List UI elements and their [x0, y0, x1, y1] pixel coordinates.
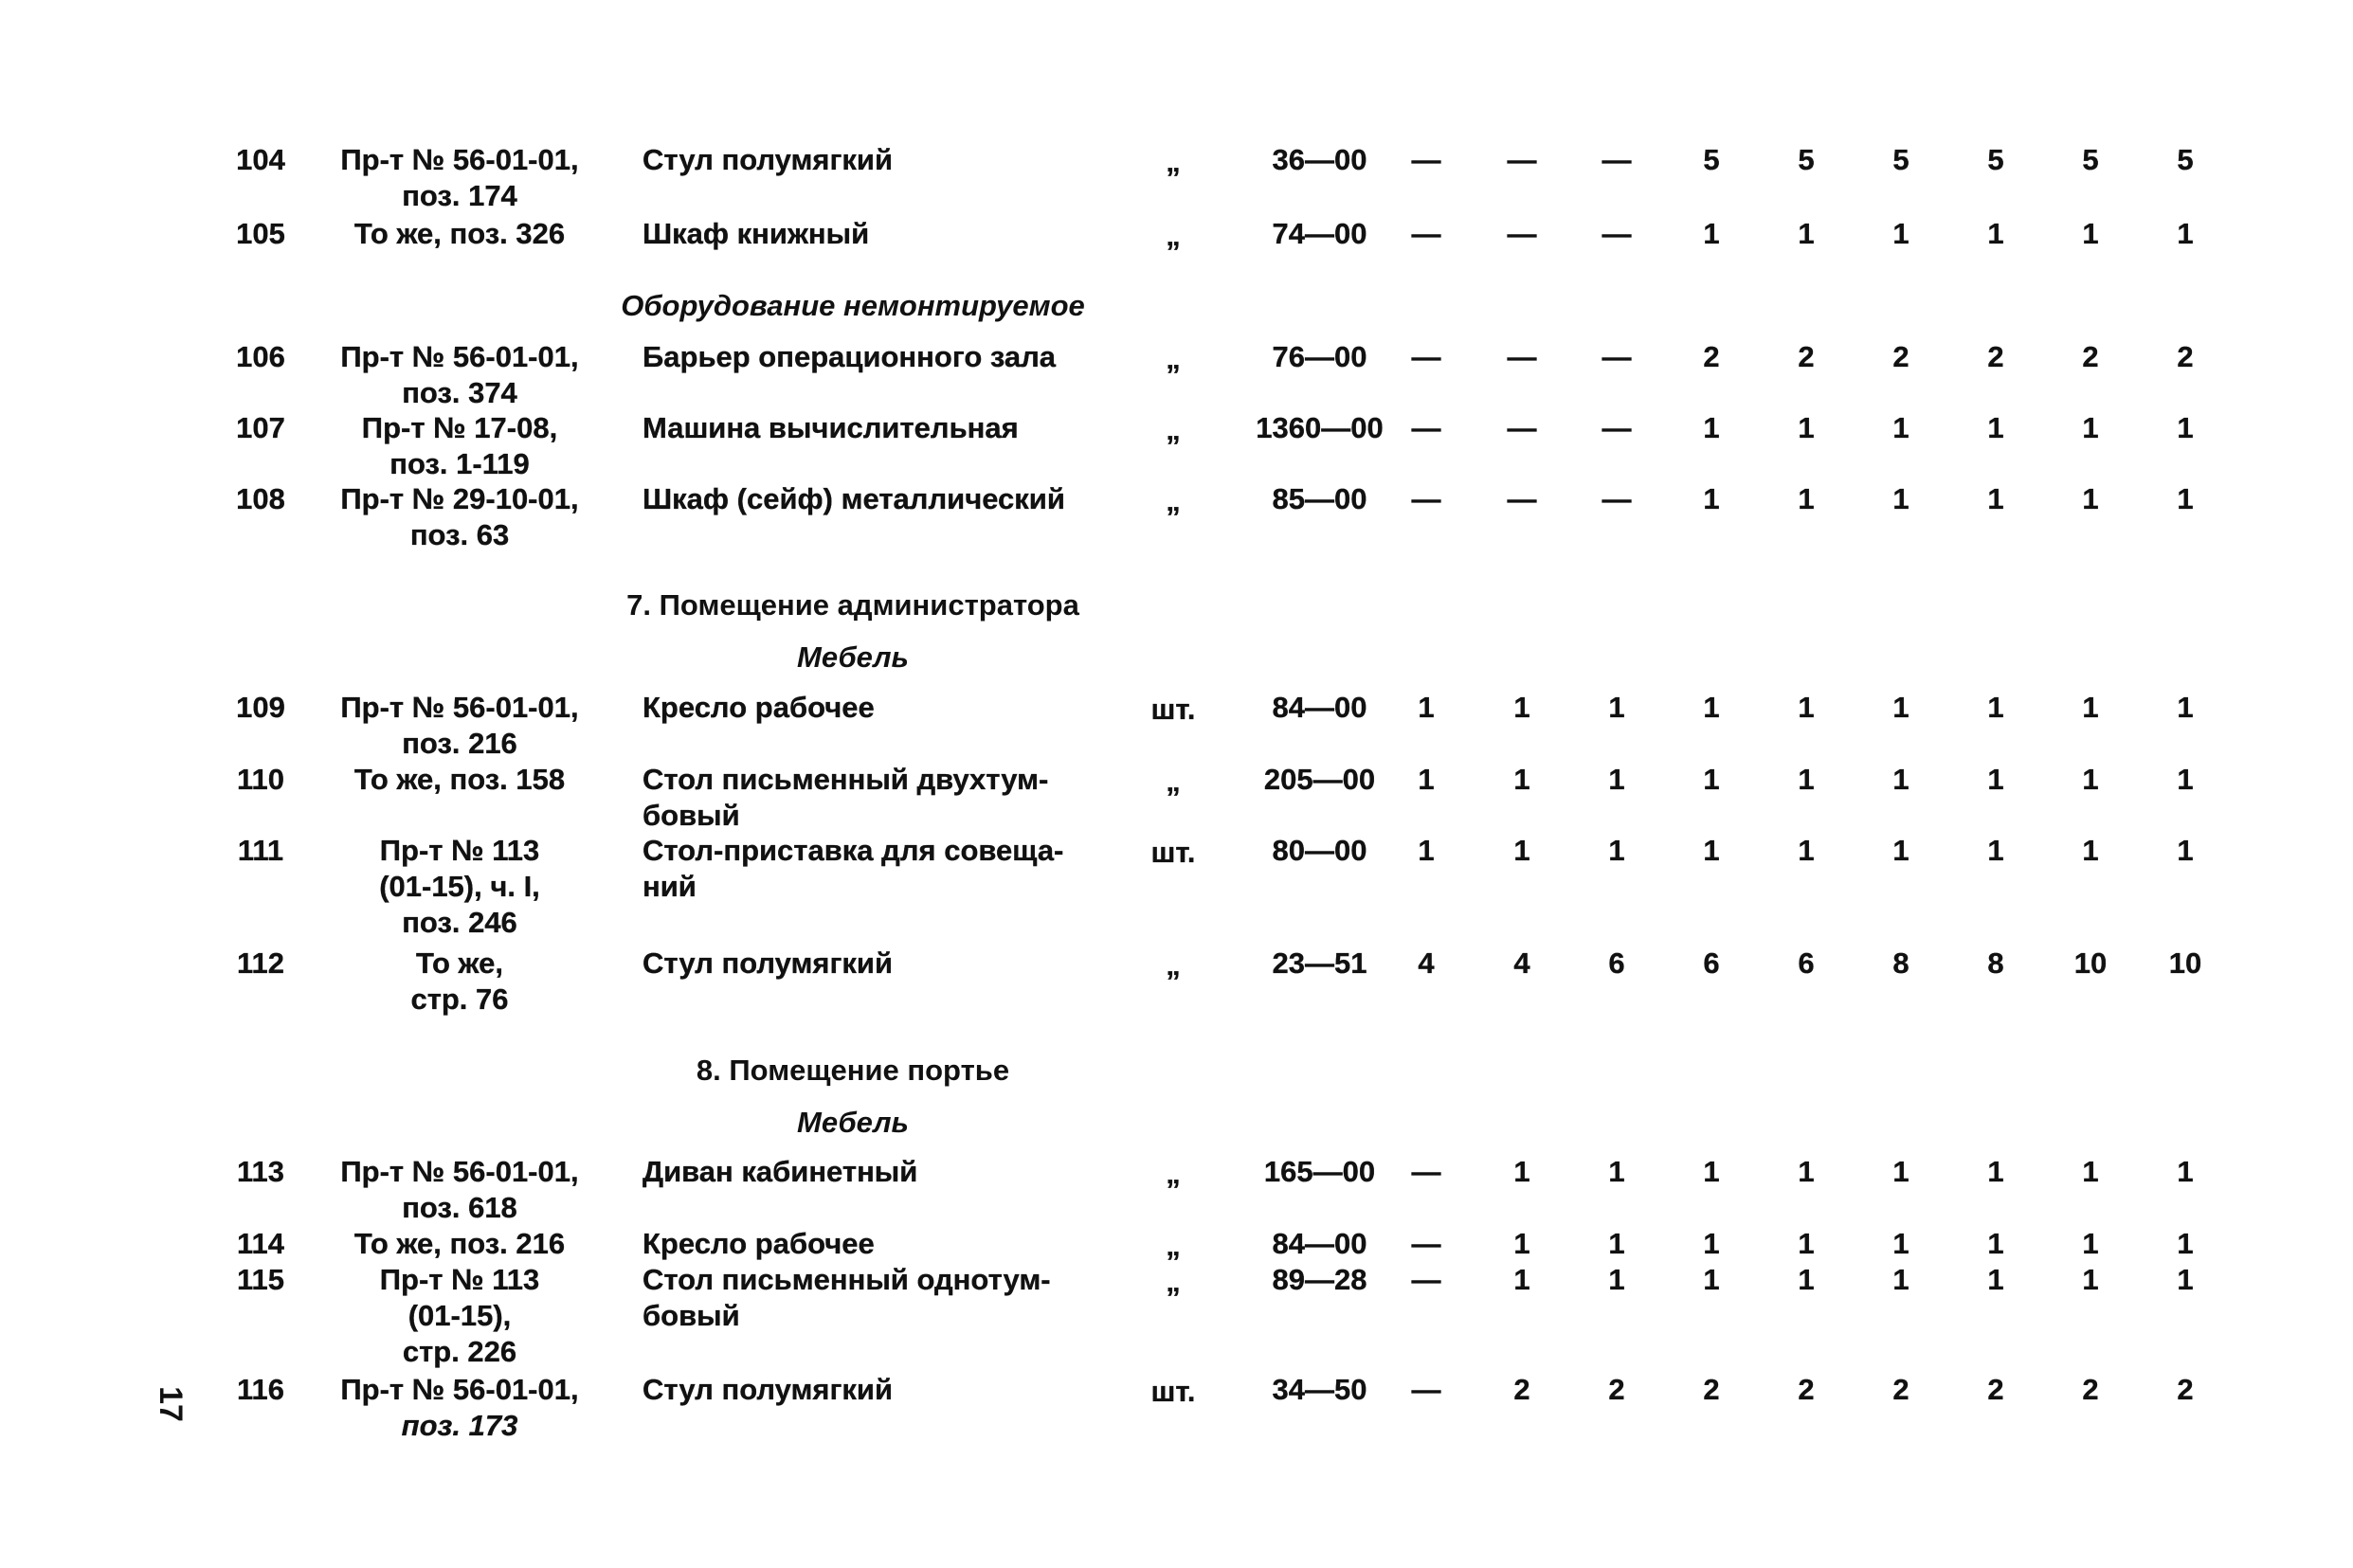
quantity-cell: 1: [1513, 1155, 1530, 1188]
quantity-cell: 1: [1987, 1263, 2004, 1296]
source-reference: Пр-т № 56-01-01,: [340, 691, 579, 724]
quantity-cell: 5: [2177, 143, 2194, 176]
quantity-cell: 1: [1608, 1263, 1625, 1296]
quantity-cell: 1: [2177, 482, 2194, 515]
quantity-cell: 1: [1703, 411, 1720, 444]
quantity-cell: 1: [1892, 1227, 1910, 1260]
item-name: Кресло рабочее: [643, 1227, 875, 1260]
quantity-cell: 6: [1798, 946, 1815, 980]
row-number: 115: [236, 1263, 284, 1296]
quantity-cell: 1: [1798, 1263, 1815, 1296]
quantity-cell: 1: [1703, 217, 1720, 250]
quantity-cell: —: [1411, 143, 1441, 176]
item-name: Шкаф (сейф) металлический: [643, 482, 1065, 515]
quantity-cell: 1: [1798, 1155, 1815, 1188]
quantity-cell: 1: [1892, 482, 1910, 515]
quantity-cell: 1: [1987, 482, 2004, 515]
quantity-cell: 1: [1418, 834, 1435, 867]
quantity-cell: 6: [1608, 946, 1625, 980]
quantity-cell: 1: [1798, 1227, 1815, 1260]
row-number: 107: [236, 411, 285, 444]
unit-price: 84—00: [1272, 1227, 1367, 1260]
quantity-cell: 1: [1608, 1155, 1625, 1188]
quantity-cell: 1: [1418, 763, 1435, 796]
row-number: 112: [236, 946, 284, 980]
item-name: Барьер операционного зала: [643, 340, 1057, 373]
row-number: 111: [237, 834, 284, 867]
quantity-cell: 8: [1892, 946, 1910, 980]
quantity-cell: 2: [1608, 1373, 1625, 1406]
source-reference: Пр-т № 113: [379, 834, 540, 867]
row-number: 108: [236, 482, 285, 515]
quantity-cell: 5: [1892, 143, 1910, 176]
quantity-cell: 5: [2082, 143, 2099, 176]
item-name: бовый: [643, 799, 740, 832]
item-name: бовый: [643, 1299, 740, 1332]
subsection-heading: Оборудование немонтируемое: [621, 289, 1085, 322]
source-reference: Пр-т № 113: [379, 1263, 540, 1296]
source-reference: Пр-т № 56-01-01,: [340, 143, 579, 176]
quantity-cell: 1: [2082, 482, 2099, 515]
quantity-cell: 1: [1513, 691, 1530, 724]
unit-price: 1360—00: [1256, 411, 1384, 444]
quantity-cell: 2: [1513, 1373, 1530, 1406]
quantity-cell: —: [1411, 482, 1441, 515]
quantity-cell: 1: [1892, 763, 1910, 796]
quantity-cell: 1: [1798, 217, 1815, 250]
item-name: Шкаф книжный: [643, 217, 870, 250]
quantity-cell: 1: [1703, 1227, 1720, 1260]
unit-price: 23—51: [1272, 946, 1367, 980]
item-name: ний: [643, 870, 697, 903]
unit-price: 36—00: [1272, 143, 1367, 176]
row-number: 116: [236, 1373, 284, 1406]
unit-of-measure: „: [1166, 484, 1181, 517]
row-number: 109: [236, 691, 285, 724]
quantity-cell: 1: [1987, 1227, 2004, 1260]
quantity-cell: 1: [1798, 482, 1815, 515]
quantity-cell: —: [1411, 1263, 1441, 1296]
quantity-cell: —: [1602, 143, 1632, 176]
quantity-cell: —: [1602, 340, 1632, 373]
unit-of-measure: „: [1166, 948, 1181, 982]
row-number: 106: [236, 340, 285, 373]
quantity-cell: 1: [2082, 1227, 2099, 1260]
quantity-cell: 5: [1703, 143, 1720, 176]
unit-of-measure: шт.: [1150, 1375, 1196, 1408]
quantity-cell: 1: [1987, 763, 2004, 796]
quantity-cell: —: [1411, 1373, 1441, 1406]
item-name: Стол-приставка для совеща-: [643, 834, 1064, 867]
item-name: Кресло рабочее: [643, 691, 875, 724]
quantity-cell: 1: [1798, 834, 1815, 867]
quantity-cell: 1: [1608, 691, 1625, 724]
quantity-cell: 1: [1703, 763, 1720, 796]
quantity-cell: 1: [2177, 1227, 2194, 1260]
quantity-cell: 2: [1703, 340, 1720, 373]
quantity-cell: —: [1411, 1155, 1441, 1188]
source-reference: поз. 618: [402, 1191, 517, 1224]
quantity-cell: 1: [1608, 834, 1625, 867]
quantity-cell: 1: [1798, 691, 1815, 724]
quantity-cell: 1: [1513, 1227, 1530, 1260]
quantity-cell: 1: [2082, 691, 2099, 724]
quantity-cell: —: [1411, 217, 1441, 250]
quantity-cell: 1: [1892, 1263, 1910, 1296]
quantity-cell: 2: [2177, 1373, 2194, 1406]
quantity-cell: 2: [1798, 340, 1815, 373]
quantity-cell: 10: [2073, 946, 2108, 980]
source-reference: поз. 174: [402, 179, 517, 212]
quantity-cell: 1: [2177, 834, 2194, 867]
unit-price: 165—00: [1263, 1155, 1376, 1188]
source-reference: (01-15),: [407, 1299, 512, 1332]
source-reference: То же, поз. 216: [353, 1227, 566, 1260]
source-reference: Пр-т № 56-01-01,: [340, 1155, 579, 1188]
quantity-cell: 1: [1987, 1155, 2004, 1188]
section-heading: 8. Помещение портье: [696, 1054, 1010, 1087]
quantity-cell: 1: [1798, 763, 1815, 796]
quantity-cell: 1: [1513, 1263, 1530, 1296]
row-number: 104: [236, 143, 285, 176]
source-reference: (01-15), ч. I,: [379, 870, 540, 903]
unit-price: 74—00: [1272, 217, 1367, 250]
unit-of-measure: „: [1166, 219, 1181, 252]
quantity-cell: 1: [2082, 411, 2099, 444]
source-reference: поз. 173: [401, 1409, 518, 1442]
quantity-cell: 1: [1798, 411, 1815, 444]
source-reference: стр. 76: [410, 982, 509, 1016]
quantity-cell: 1: [1608, 763, 1625, 796]
quantity-cell: 1: [1892, 411, 1910, 444]
quantity-cell: —: [1507, 411, 1537, 444]
unit-price: 84—00: [1272, 691, 1367, 724]
unit-of-measure: шт.: [1150, 693, 1196, 726]
quantity-cell: 1: [1987, 217, 2004, 250]
unit-of-measure: „: [1166, 1265, 1181, 1298]
unit-price: 85—00: [1272, 482, 1367, 515]
quantity-cell: —: [1602, 482, 1632, 515]
quantity-cell: 1: [2177, 1155, 2194, 1188]
unit-of-measure: „: [1166, 342, 1181, 375]
quantity-cell: 1: [1513, 834, 1530, 867]
row-number: 110: [236, 763, 284, 796]
quantity-cell: 1: [1703, 482, 1720, 515]
quantity-cell: 1: [2082, 763, 2099, 796]
quantity-cell: —: [1411, 1227, 1441, 1260]
quantity-cell: 1: [1703, 1155, 1720, 1188]
quantity-cell: 1: [1987, 691, 2004, 724]
source-reference: Пр-т № 56-01-01,: [340, 1373, 579, 1406]
source-reference: поз. 246: [402, 906, 517, 939]
unit-of-measure: „: [1166, 1229, 1181, 1262]
source-reference: поз. 216: [402, 727, 517, 760]
quantity-cell: 2: [1798, 1373, 1815, 1406]
source-reference: Пр-т № 17-08,: [361, 411, 558, 444]
quantity-cell: 1: [1892, 691, 1910, 724]
quantity-cell: 1: [1703, 834, 1720, 867]
section-heading: 7. Помещение администратора: [626, 588, 1079, 622]
item-name: Стол письменный двухтум-: [643, 763, 1049, 796]
quantity-cell: 2: [1703, 1373, 1720, 1406]
quantity-cell: 2: [2082, 1373, 2099, 1406]
source-reference: поз. 63: [409, 518, 510, 551]
quantity-cell: —: [1507, 340, 1537, 373]
quantity-cell: 2: [1987, 1373, 2004, 1406]
quantity-cell: 1: [2082, 834, 2099, 867]
unit-price: 205—00: [1263, 763, 1376, 796]
page-number: 17: [153, 1386, 189, 1422]
quantity-cell: 1: [1892, 217, 1910, 250]
subsection-heading: Мебель: [797, 640, 909, 674]
row-number: 114: [236, 1227, 284, 1260]
quantity-cell: 1: [1608, 1227, 1625, 1260]
quantity-cell: 1: [1892, 834, 1910, 867]
quantity-cell: —: [1507, 482, 1537, 515]
quantity-cell: 2: [2177, 340, 2194, 373]
source-reference: То же,: [416, 946, 503, 980]
quantity-cell: —: [1507, 217, 1537, 250]
quantity-cell: 1: [1513, 763, 1530, 796]
unit-price: 34—50: [1272, 1373, 1367, 1406]
source-reference: То же, поз. 158: [353, 763, 566, 796]
quantity-cell: 1: [1987, 411, 2004, 444]
quantity-cell: 1: [2177, 411, 2194, 444]
quantity-cell: 6: [1703, 946, 1720, 980]
item-name: Стул полумягкий: [643, 1373, 894, 1406]
source-reference: стр. 226: [402, 1335, 517, 1368]
unit-price: 76—00: [1272, 340, 1367, 373]
source-reference: Пр-т № 29-10-01,: [340, 482, 579, 515]
quantity-cell: 1: [2082, 217, 2099, 250]
quantity-cell: 1: [2082, 1155, 2099, 1188]
row-number: 113: [236, 1155, 284, 1188]
item-name: Стул полумягкий: [643, 143, 894, 176]
unit-of-measure: шт.: [1150, 836, 1196, 869]
quantity-cell: 2: [1987, 340, 2004, 373]
quantity-cell: 10: [2168, 946, 2202, 980]
quantity-cell: 4: [1513, 946, 1530, 980]
quantity-cell: —: [1411, 411, 1441, 444]
quantity-cell: —: [1507, 143, 1537, 176]
source-reference: То же, поз. 326: [353, 217, 566, 250]
quantity-cell: —: [1411, 340, 1441, 373]
item-name: Диван кабинетный: [643, 1155, 918, 1188]
item-name: Машина вычислительная: [643, 411, 1019, 444]
unit-price: 89—28: [1272, 1263, 1367, 1296]
quantity-cell: 5: [1987, 143, 2004, 176]
quantity-cell: 1: [2177, 1263, 2194, 1296]
quantity-cell: 1: [2177, 691, 2194, 724]
quantity-cell: 1: [2177, 763, 2194, 796]
item-name: Стул полумягкий: [643, 946, 894, 980]
quantity-cell: 1: [1892, 1155, 1910, 1188]
unit-of-measure: „: [1166, 145, 1181, 178]
row-number: 105: [236, 217, 285, 250]
quantity-cell: 1: [1703, 1263, 1720, 1296]
quantity-cell: 1: [2177, 217, 2194, 250]
quantity-cell: 4: [1418, 946, 1435, 980]
quantity-cell: 2: [1892, 1373, 1910, 1406]
quantity-cell: 5: [1798, 143, 1815, 176]
unit-of-measure: „: [1166, 413, 1181, 446]
quantity-cell: 1: [2082, 1263, 2099, 1296]
quantity-cell: —: [1602, 217, 1632, 250]
item-name: Стол письменный однотум-: [643, 1263, 1051, 1296]
unit-of-measure: „: [1166, 1157, 1181, 1190]
subsection-heading: Мебель: [797, 1106, 909, 1139]
quantity-cell: —: [1602, 411, 1632, 444]
source-reference: Пр-т № 56-01-01,: [340, 340, 579, 373]
quantity-cell: 1: [1703, 691, 1720, 724]
quantity-cell: 1: [1987, 834, 2004, 867]
source-reference: поз. 374: [402, 376, 517, 409]
unit-price: 80—00: [1272, 834, 1367, 867]
quantity-cell: 2: [2082, 340, 2099, 373]
quantity-cell: 1: [1418, 691, 1435, 724]
source-reference: поз. 1-119: [389, 447, 530, 480]
quantity-cell: 2: [1892, 340, 1910, 373]
unit-of-measure: „: [1166, 765, 1181, 798]
quantity-cell: 8: [1987, 946, 2004, 980]
